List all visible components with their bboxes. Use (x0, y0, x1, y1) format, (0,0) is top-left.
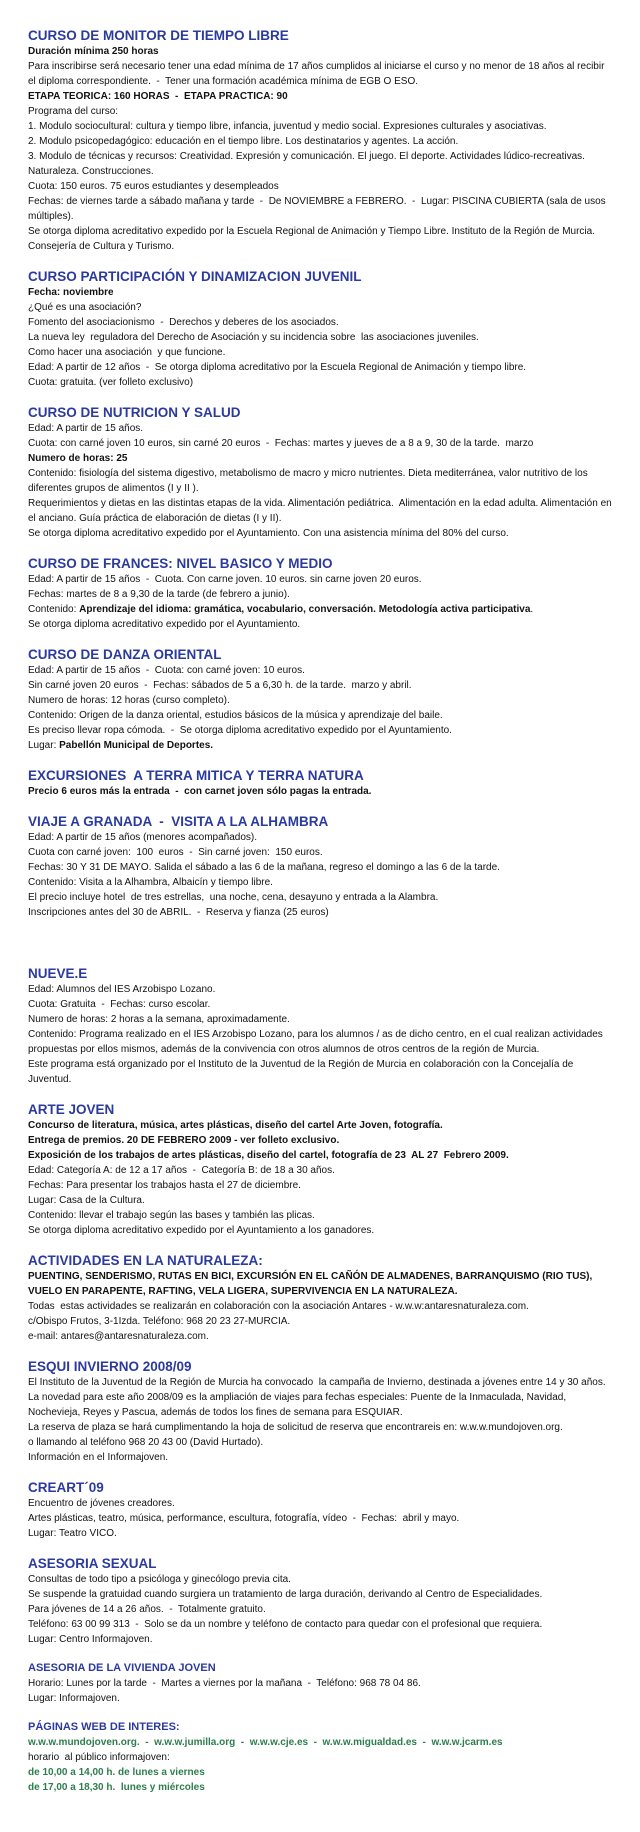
text-segment: ¿Qué es una asociación? (28, 302, 142, 313)
text-line (28, 285, 613, 300)
section-creart-09 (28, 1479, 613, 1541)
text-line (28, 1269, 613, 1299)
text-segment: Cuota: Gratuita - Fechas: curso escolar. (28, 999, 211, 1010)
text-line (28, 1496, 613, 1511)
text-segment: Numero de horas: 2 horas a la semana, aproximadamente. (28, 1014, 290, 1025)
text-line (28, 375, 613, 390)
web-link-migualdad[interactable]: w.w.w.migualdad.es (322, 1737, 417, 1748)
text-line (28, 1027, 613, 1057)
text-line (28, 300, 613, 315)
section-paginas-web-interes-title: PÁGINAS WEB DE INTERES: (28, 1721, 180, 1733)
text-segment: - (139, 1737, 155, 1748)
text-segment: Edad: A partir de 15 años (menores acompañados). (28, 832, 258, 843)
text-segment: La nueva ley reguladora del Derecho de Asociación y su incidencia sobre las asociaciones juveniles. (28, 332, 479, 343)
section-arte-joven (28, 1101, 613, 1238)
text-segment: Pabellón Municipal de Deportes. (59, 740, 214, 751)
section-asesoria-sexual (28, 1555, 613, 1647)
text-segment: Programa del curso: (28, 106, 119, 117)
text-line (28, 44, 613, 59)
text-line (28, 360, 613, 375)
text-segment: Concurso de literatura, música, artes plásticas, diseño del cartel Arte Joven, fotografía. (28, 1120, 443, 1131)
text-line (28, 1450, 613, 1465)
text-line (28, 1012, 613, 1027)
text-line (28, 1163, 613, 1178)
text-segment: Numero de horas: 12 horas (curso completo). (28, 695, 230, 706)
text-line (28, 1148, 613, 1163)
text-segment: Requerimientos y dietas en las distintas etapas de la vida. Alimentación pediátrica. Alimentación en la edad adulta. Alimentación en el anciano. Guía práctica de elaboración de dietas (I y II). (28, 498, 615, 524)
section-esqui-invierno-title: ESQUI INVIERNO 2008/09 (28, 1359, 192, 1374)
text-line (28, 860, 613, 875)
text-segment: - (416, 1737, 432, 1748)
text-segment: Sin carné joven 20 euros - Fechas: sábados de 5 a 6,30 h. de la tarde. marzo y abril. (28, 680, 412, 691)
text-segment: Cuota: gratuita. (ver folleto exclusivo) (28, 377, 194, 388)
text-line (28, 1765, 613, 1780)
text-line (28, 890, 613, 905)
text-segment: Edad: Alumnos del IES Arzobispo Lozano. (28, 984, 216, 995)
text-line (28, 1193, 613, 1208)
text-segment: Cuota con carné joven: 100 euros - Sin carné joven: 150 euros. (28, 847, 323, 858)
section-curso-nutricion-salud (28, 404, 613, 541)
text-line (28, 572, 613, 587)
text-line (28, 1632, 613, 1647)
text-segment: La novedad para este año 2008/09 es la ampliación de viajes para fechas especiales: Puente de la Inmaculada, Navidad, Nochevieja, Reyes y Pascua, además de todos los fines de semana para ESQUIAR. (28, 1392, 569, 1418)
text-segment: Edad: A partir de 15 años. (28, 423, 144, 434)
text-line (28, 875, 613, 890)
text-line (28, 1780, 613, 1795)
section-paginas-web-interes (28, 1720, 613, 1750)
text-segment: 1. Modulo sociocultural: cultura y tiempo libre, infancia, juventud y medio social. Expresiones culturales y asociativas. (28, 121, 547, 132)
text-segment: Fecha: noviembre (28, 287, 114, 298)
text-segment: . (530, 604, 534, 615)
text-line (28, 1208, 613, 1223)
section-arte-joven-title: ARTE JOVEN (28, 1102, 115, 1117)
section-horario-informajoven (28, 1750, 613, 1795)
text-segment: Precio 6 euros más la entrada - con carnet joven sólo pagas la entrada. (28, 786, 372, 797)
text-segment: Contenido: (28, 604, 80, 615)
text-line (28, 1602, 613, 1617)
section-viaje-granada (28, 813, 613, 920)
text-line (28, 905, 613, 920)
text-segment: Como hacer una asociación y que funcione. (28, 347, 226, 358)
text-segment: o llamando al teléfono 968 20 43 00 (David Hurtado). (28, 1437, 264, 1448)
text-line (28, 1314, 613, 1329)
text-segment: Duración mínima 250 horas (28, 46, 159, 57)
text-line (28, 59, 613, 89)
section-curso-danza-oriental (28, 646, 613, 753)
section-curso-frances-title: CURSO DE FRANCES: NIVEL BASICO Y MEDIO (28, 556, 333, 571)
section-asesoria-vivienda-joven-title: ASESORIA DE LA VIVIENDA JOVEN (28, 1662, 216, 1674)
text-segment: Fechas: 30 Y 31 DE MAYO. Salida el sábado a las 6 de la mañana, regreso el domingo a las 6 de la tarde. (28, 862, 500, 873)
text-line (28, 587, 613, 602)
text-segment: Consultas de todo tipo a psicóloga y ginecólogo previa cita. (28, 1574, 291, 1585)
text-segment: Contenido: fisiología del sistema digestivo, metabolismo de macro y micro nutrientes. Dieta mediterránea, valor nutritivo de los diferentes grupos de alimentos (I y II ). (28, 468, 591, 494)
text-segment: Exposición de los trabajos de artes plásticas, diseño del cartel, fotografía de 23 AL 27 Febrero 2009. (28, 1150, 509, 1161)
text-segment: Se otorga diploma acreditativo expedido por el Ayuntamiento. Con una asistencia mínima del 80% del curso. (28, 528, 509, 539)
text-segment: Cuota: 150 euros. 75 euros estudiantes y desempleados (28, 181, 279, 192)
section-actividades-naturaleza-title: ACTIVIDADES EN LA NATURALEZA: (28, 1253, 263, 1268)
section-curso-participacion-dinamizacion-juvenil-title: CURSO PARTICIPACIÓN Y DINAMIZACION JUVENIL (28, 269, 362, 284)
text-line (28, 982, 613, 997)
text-line (28, 1178, 613, 1193)
text-line (28, 1526, 613, 1541)
text-line (28, 134, 613, 149)
text-line (28, 1133, 613, 1148)
text-line (28, 1420, 613, 1435)
text-segment: Artes plásticas, teatro, música, performance, escultura, fotografía, vídeo - Fechas: abril y mayo. (28, 1513, 460, 1524)
text-segment: Se otorga diploma acreditativo expedido por el Ayuntamiento. (28, 619, 301, 630)
section-curso-monitor-tiempo-libre-title: CURSO DE MONITOR DE TIEMPO LIBRE (28, 28, 289, 43)
text-line (28, 1118, 613, 1133)
web-link-jumilla[interactable]: w.w.w.jumilla.org (154, 1737, 236, 1748)
text-segment: Contenido: Origen de la danza oriental, estudios básicos de la música y aprendizaje del baile. (28, 710, 443, 721)
text-segment: Inscripciones antes del 30 de ABRIL. - Reserva y fianza (25 euros) (28, 907, 329, 918)
text-segment: Edad: A partir de 15 años - Cuota: con carné joven: 10 euros. (28, 665, 305, 676)
text-line (28, 738, 613, 753)
text-line (28, 997, 613, 1012)
text-line (28, 708, 613, 723)
text-line (28, 1691, 613, 1706)
section-curso-nutricion-salud-title: CURSO DE NUTRICION Y SALUD (28, 405, 241, 420)
text-line (28, 1329, 613, 1344)
text-line (28, 1587, 613, 1602)
section-actividades-naturaleza (28, 1252, 613, 1344)
text-segment: e-mail: antares@antaresnaturaleza.com. (28, 1331, 209, 1342)
text-segment: Fechas: Para presentar los trabajos hasta el 27 de diciembre. (28, 1180, 301, 1191)
text-segment: El precio incluye hotel de tres estrellas, una noche, cena, desayuno y entrada a la Alambra. (28, 892, 439, 903)
text-segment: Para inscribirse será necesario tener una edad mínima de 17 años cumplidos al iniciarse el curso y no menor de 18 años al recibir el diploma correspondiente. - Tener una formación académica mínima de EGB O ESO. (28, 61, 608, 87)
text-segment: PUENTING, SENDERISMO, RUTAS EN BICI, EXCURSIÓN EN EL CAÑÓN DE ALMADENES, BARRANQUISMO (RIO TUS), VUELO EN PARAPENTE, RAFTING, VELA LIGERA, SUPERVIVENCIA EN LA NATURALEZA. (28, 1271, 596, 1297)
text-segment: Contenido: Programa realizado en el IES Arzobispo Lozano, para los alumnos / as de dicho centro, en el cual realizan actividades propuestas por ellos mismos, además de la convivencia con otros alumnos de otros centros de la región de Murcia. (28, 1029, 606, 1055)
text-line (28, 421, 613, 436)
text-line (28, 784, 613, 799)
text-segment: ETAPA TEORICA: 160 HORAS - ETAPA PRACTICA: 90 (28, 91, 288, 102)
text-segment: Se suspende la gratuidad cuando surgiera un tratamiento de larga duración, derivando al Centro de Especialidades. (28, 1589, 543, 1600)
text-segment: Lugar: Casa de la Cultura. (28, 1195, 145, 1206)
text-segment: Teléfono: 63 00 99 313 - Solo se da un nombre y teléfono de contacto para quedar con el profesional que requiera. (28, 1619, 543, 1630)
text-segment: Edad: A partir de 12 años - Se otorga diploma acreditativo por la Escuela Regional de Animación y tiempo libre. (28, 362, 527, 373)
text-segment: de 10,00 a 14,00 h. de lunes a viernes (28, 1767, 205, 1778)
text-line (28, 663, 613, 678)
text-line (28, 179, 613, 194)
text-line (28, 1511, 613, 1526)
section-nueve-e-title: NUEVE.E (28, 966, 88, 981)
text-segment: Se otorga diploma acreditativo expedido por el Ayuntamiento a los ganadores. (28, 1225, 375, 1236)
text-line (28, 224, 613, 254)
text-segment: Lugar: Centro Informajoven. (28, 1634, 153, 1645)
text-segment: Edad: A partir de 15 años - Cuota. Con carne joven. 10 euros. sin carne joven 20 euros. (28, 574, 422, 585)
text-line (28, 1572, 613, 1587)
text-line (28, 1223, 613, 1238)
section-creart-09-title: CREART´09 (28, 1480, 104, 1495)
text-line (28, 436, 613, 451)
web-link-mundojoven[interactable]: w.w.w.mundojoven.org. (28, 1737, 140, 1748)
text-segment: 3. Modulo de técnicas y recursos: Creatividad. Expresión y comunicación. El juego. El deporte. Actividades lúdico-recreativas. Naturaleza. Construcciones. (28, 151, 588, 177)
text-segment: Horario: Lunes por la tarde - Martes a viernes por la mañana - Teléfono: 968 78 04 86. (28, 1678, 421, 1689)
text-segment: Es preciso llevar ropa cómoda. - Se otorga diploma acreditativo expedido por el Ayuntamiento. (28, 725, 452, 736)
document-body (28, 27, 613, 1795)
text-segment: Fomento del asociacionismo - Derechos y deberes de los asociados. (28, 317, 339, 328)
section-viaje-granada-title: VIAJE A GRANADA - VISITA A LA ALHAMBRA (28, 814, 329, 829)
text-line (28, 678, 613, 693)
text-line (28, 1617, 613, 1632)
text-segment: La reserva de plaza se hará cumplimentando la hoja de solicitud de reserva que encontrareis en: w.w.w.mundojoven.org. (28, 1422, 563, 1433)
text-line (28, 526, 613, 541)
text-line (28, 845, 613, 860)
section-curso-participacion-dinamizacion-juvenil (28, 268, 613, 390)
text-line (28, 1676, 613, 1691)
text-line (28, 830, 613, 845)
text-segment: Entrega de premios. 20 DE FEBRERO 2009 - ver folleto exclusivo. (28, 1135, 340, 1146)
text-line (28, 617, 613, 632)
text-line (28, 89, 613, 104)
text-segment: Lugar: Teatro VICO. (28, 1528, 117, 1539)
text-segment: Fechas: de viernes tarde a sábado mañana y tarde - De NOVIEMBRE a FEBRERO. - Lugar: PISCINA CUBIERTA (sala de usos múltiples). (28, 196, 609, 222)
text-segment: Información en el Informajoven. (28, 1452, 169, 1463)
text-line (28, 1057, 613, 1087)
text-line (28, 330, 613, 345)
text-segment: - (235, 1737, 250, 1748)
text-segment: Este programa está organizado por el Instituto de la Juventud de la Región de Murcia en colaboración con la Concejalía de Juventud. (28, 1059, 577, 1085)
text-line (28, 602, 613, 617)
text-segment: c/Obispo Frutos, 3-1Izda. Teléfono: 968 20 23 27-MURCIA. (28, 1316, 291, 1327)
section-esqui-invierno (28, 1358, 613, 1465)
text-segment: Lugar: Informajoven. (28, 1693, 120, 1704)
text-line (28, 1375, 613, 1390)
text-segment: Numero de horas: 25 (28, 453, 128, 464)
text-line (28, 466, 613, 496)
section-excursiones-terra-mitica (28, 767, 613, 799)
section-nueve-e (28, 965, 613, 1087)
text-segment: Aprendizaje del idioma: gramática, vocabulario, conversación. Metodología activa participativa (79, 604, 531, 615)
text-segment: Contenido: llevar el trabajo según las bases y también las plicas. (28, 1210, 315, 1221)
text-segment: Todas estas actividades se realizarán en colaboración con la asociación Antares - w.w.w:antaresnaturaleza.com. (28, 1301, 529, 1312)
text-line (28, 345, 613, 360)
text-segment: Encuentro de jóvenes creadores. (28, 1498, 175, 1509)
text-line (28, 315, 613, 330)
text-line (28, 1735, 613, 1750)
text-line (28, 451, 613, 466)
text-line (28, 149, 613, 179)
section-curso-frances (28, 555, 613, 632)
text-segment: Fechas: martes de 8 a 9,30 de la tarde (de febrero a junio). (28, 589, 290, 600)
text-segment: Para jóvenes de 14 a 26 años. - Totalmente gratuito. (28, 1604, 266, 1615)
text-line (28, 104, 613, 119)
text-line (28, 194, 613, 224)
text-line (28, 1390, 613, 1420)
section-curso-danza-oriental-title: CURSO DE DANZA ORIENTAL (28, 647, 222, 662)
text-line (28, 119, 613, 134)
text-line (28, 1435, 613, 1450)
section-asesoria-sexual-title: ASESORIA SEXUAL (28, 1556, 157, 1571)
section-curso-monitor-tiempo-libre (28, 27, 613, 254)
section-excursiones-terra-mitica-title: EXCURSIONES A TERRA MITICA Y TERRA NATURA (28, 768, 364, 783)
web-link-jcarm[interactable]: w.w.w.jcarm.es (431, 1737, 503, 1748)
text-line (28, 1299, 613, 1314)
text-segment: Contenido: Visita a la Alhambra, Albaicín y tiempo libre. (28, 877, 273, 888)
text-segment: 2. Modulo psicopedagógico: educación en el tiempo libre. Los destinatarios y agentes. La acción. (28, 136, 459, 147)
text-line (28, 496, 613, 526)
web-link-cje[interactable]: w.w.w.cje.es (249, 1737, 309, 1748)
text-segment: Se otorga diploma acreditativo expedido por la Escuela Regional de Animación y Tiempo Libre. Instituto de la Región de Murcia. Consejería de Cultura y Turismo. (28, 226, 598, 252)
text-segment: de 17,00 a 18,30 h. lunes y miércoles (28, 1782, 205, 1793)
text-segment: horario al público informajoven: (28, 1752, 170, 1763)
text-segment: El Instituto de la Juventud de la Región de Murcia ha convocado la campaña de Invierno, destinada a jóvenes entre 14 y 30 años. (28, 1377, 606, 1388)
section-asesoria-vivienda-joven (28, 1661, 613, 1706)
text-segment: - (308, 1737, 323, 1748)
text-line (28, 723, 613, 738)
text-segment: Edad: Categoría A: de 12 a 17 años - Categoría B: de 18 a 30 años. (28, 1165, 335, 1176)
text-line (28, 693, 613, 708)
text-line (28, 1750, 613, 1765)
text-segment: Lugar: (28, 740, 60, 751)
text-segment: Cuota: con carné joven 10 euros, sin carné 20 euros - Fechas: martes y jueves de a 8 a 9, 30 de la tarde. marzo (28, 438, 534, 449)
